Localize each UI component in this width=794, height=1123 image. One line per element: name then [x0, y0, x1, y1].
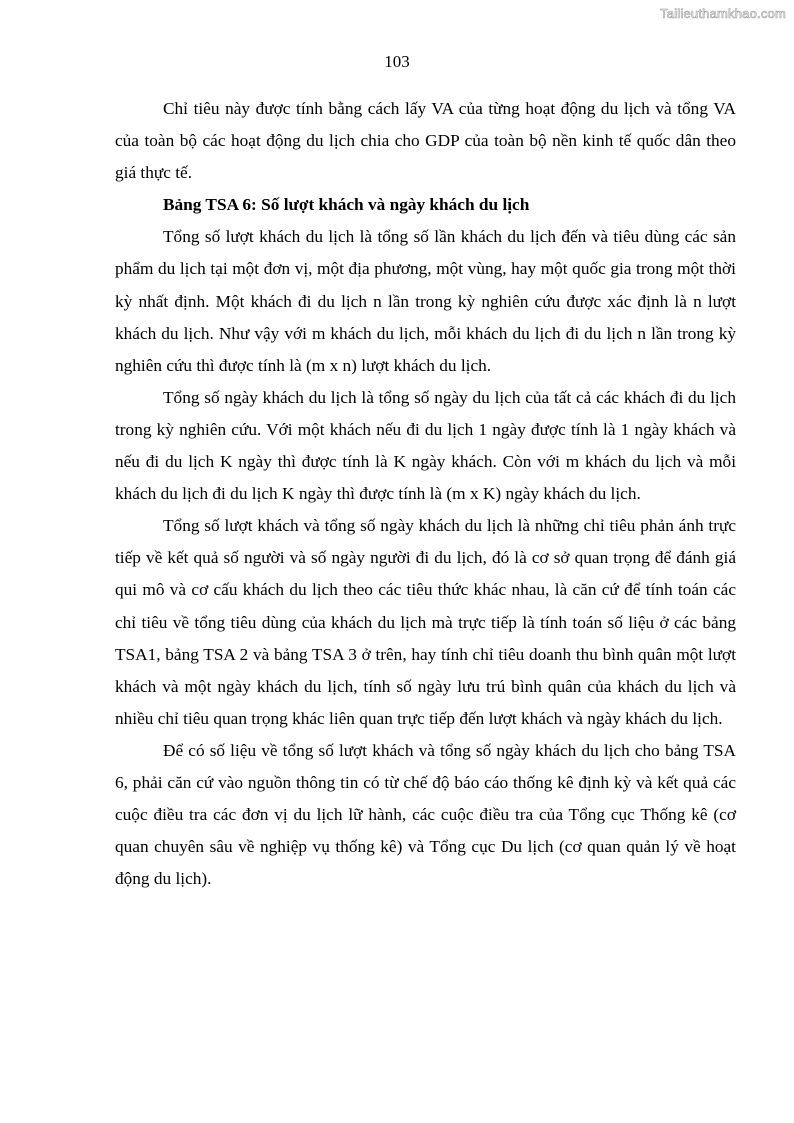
watermark: Tailieuthamkhao.com	[660, 6, 786, 21]
page-number: 103	[384, 52, 410, 71]
document-body	[115, 93, 736, 895]
paragraph: Tổng số lượt khách và tổng số ngày khách du lịch là những chỉ tiêu phản ánh trực tiếp về kết quả số người và số ngày người đi du lịch, đó là cơ sở quan trọng để đánh giá qui mô và cơ cấu khách du lịch theo các tiêu thức khác nhau, là căn cứ để tính toán các chỉ tiêu về tổng tiêu dùng của khách du lịch mà trực tiếp là tính toán số liệu ở các bảng TSA1, bảng TSA 2 và bảng TSA 3 ở trên, hay tính chỉ tiêu doanh thu bình quân một lượt khách và một ngày khách du lịch, tính số ngày lưu trú bình quân của khách du lịch và nhiều chỉ tiêu quan trọng khác liên quan trực tiếp đến lượt khách và ngày khách du lịch.	[115, 516, 736, 728]
section-heading: Bảng TSA 6: Số lượt khách và ngày khách du lịch	[163, 195, 530, 215]
paragraph: Để có số liệu về tổng số lượt khách và tổng số ngày khách du lịch cho bảng TSA 6, phải căn cứ vào nguồn thông tin có từ chế độ báo cáo thống kê định kỳ và kết quả các cuộc điều tra các đơn vị du lịch lữ hành, các cuộc điều tra của Tổng cục Thống kê (cơ quan chuyên sâu về nghiệp vụ thống kê) và Tổng cục Du lịch (cơ quan quản lý về hoạt động du lịch).	[115, 740, 736, 889]
paragraph: Chỉ tiêu này được tính bằng cách lấy VA của từng hoạt động du lịch và tổng VA của toàn bộ các hoạt động du lịch chia cho GDP của toàn bộ nền kinh tế quốc dân theo giá thực tế.	[115, 99, 736, 183]
paragraph: Tổng số lượt khách du lịch là tổng số lần khách du lịch đến và tiêu dùng các sản phẩm du lịch tại một đơn vị, một địa phương, một vùng, hay một quốc gia trong một thời kỳ nhất định. Một khách đi du lịch n lần trong kỳ nghiên cứu được xác định là n lượt khách du lịch. Như vậy với m khách du lịch, mỗi khách du lịch đi du lịch n lần trong kỳ nghiên cứu thì được tính là (m x n) lượt khách du lịch.	[115, 227, 736, 375]
paragraph: Tổng số ngày khách du lịch là tổng số ngày du lịch của tất cả các khách đi du lịch trong kỳ nghiên cứu. Với một khách nếu đi du lịch 1 ngày được tính là 1 ngày khách và nếu đi du lịch K ngày thì được tính là K ngày khách. Còn với m khách du lịch và mỗi khách du lịch đi du lịch K ngày thì được tính là (m x K) ngày khách du lịch.	[115, 387, 736, 504]
